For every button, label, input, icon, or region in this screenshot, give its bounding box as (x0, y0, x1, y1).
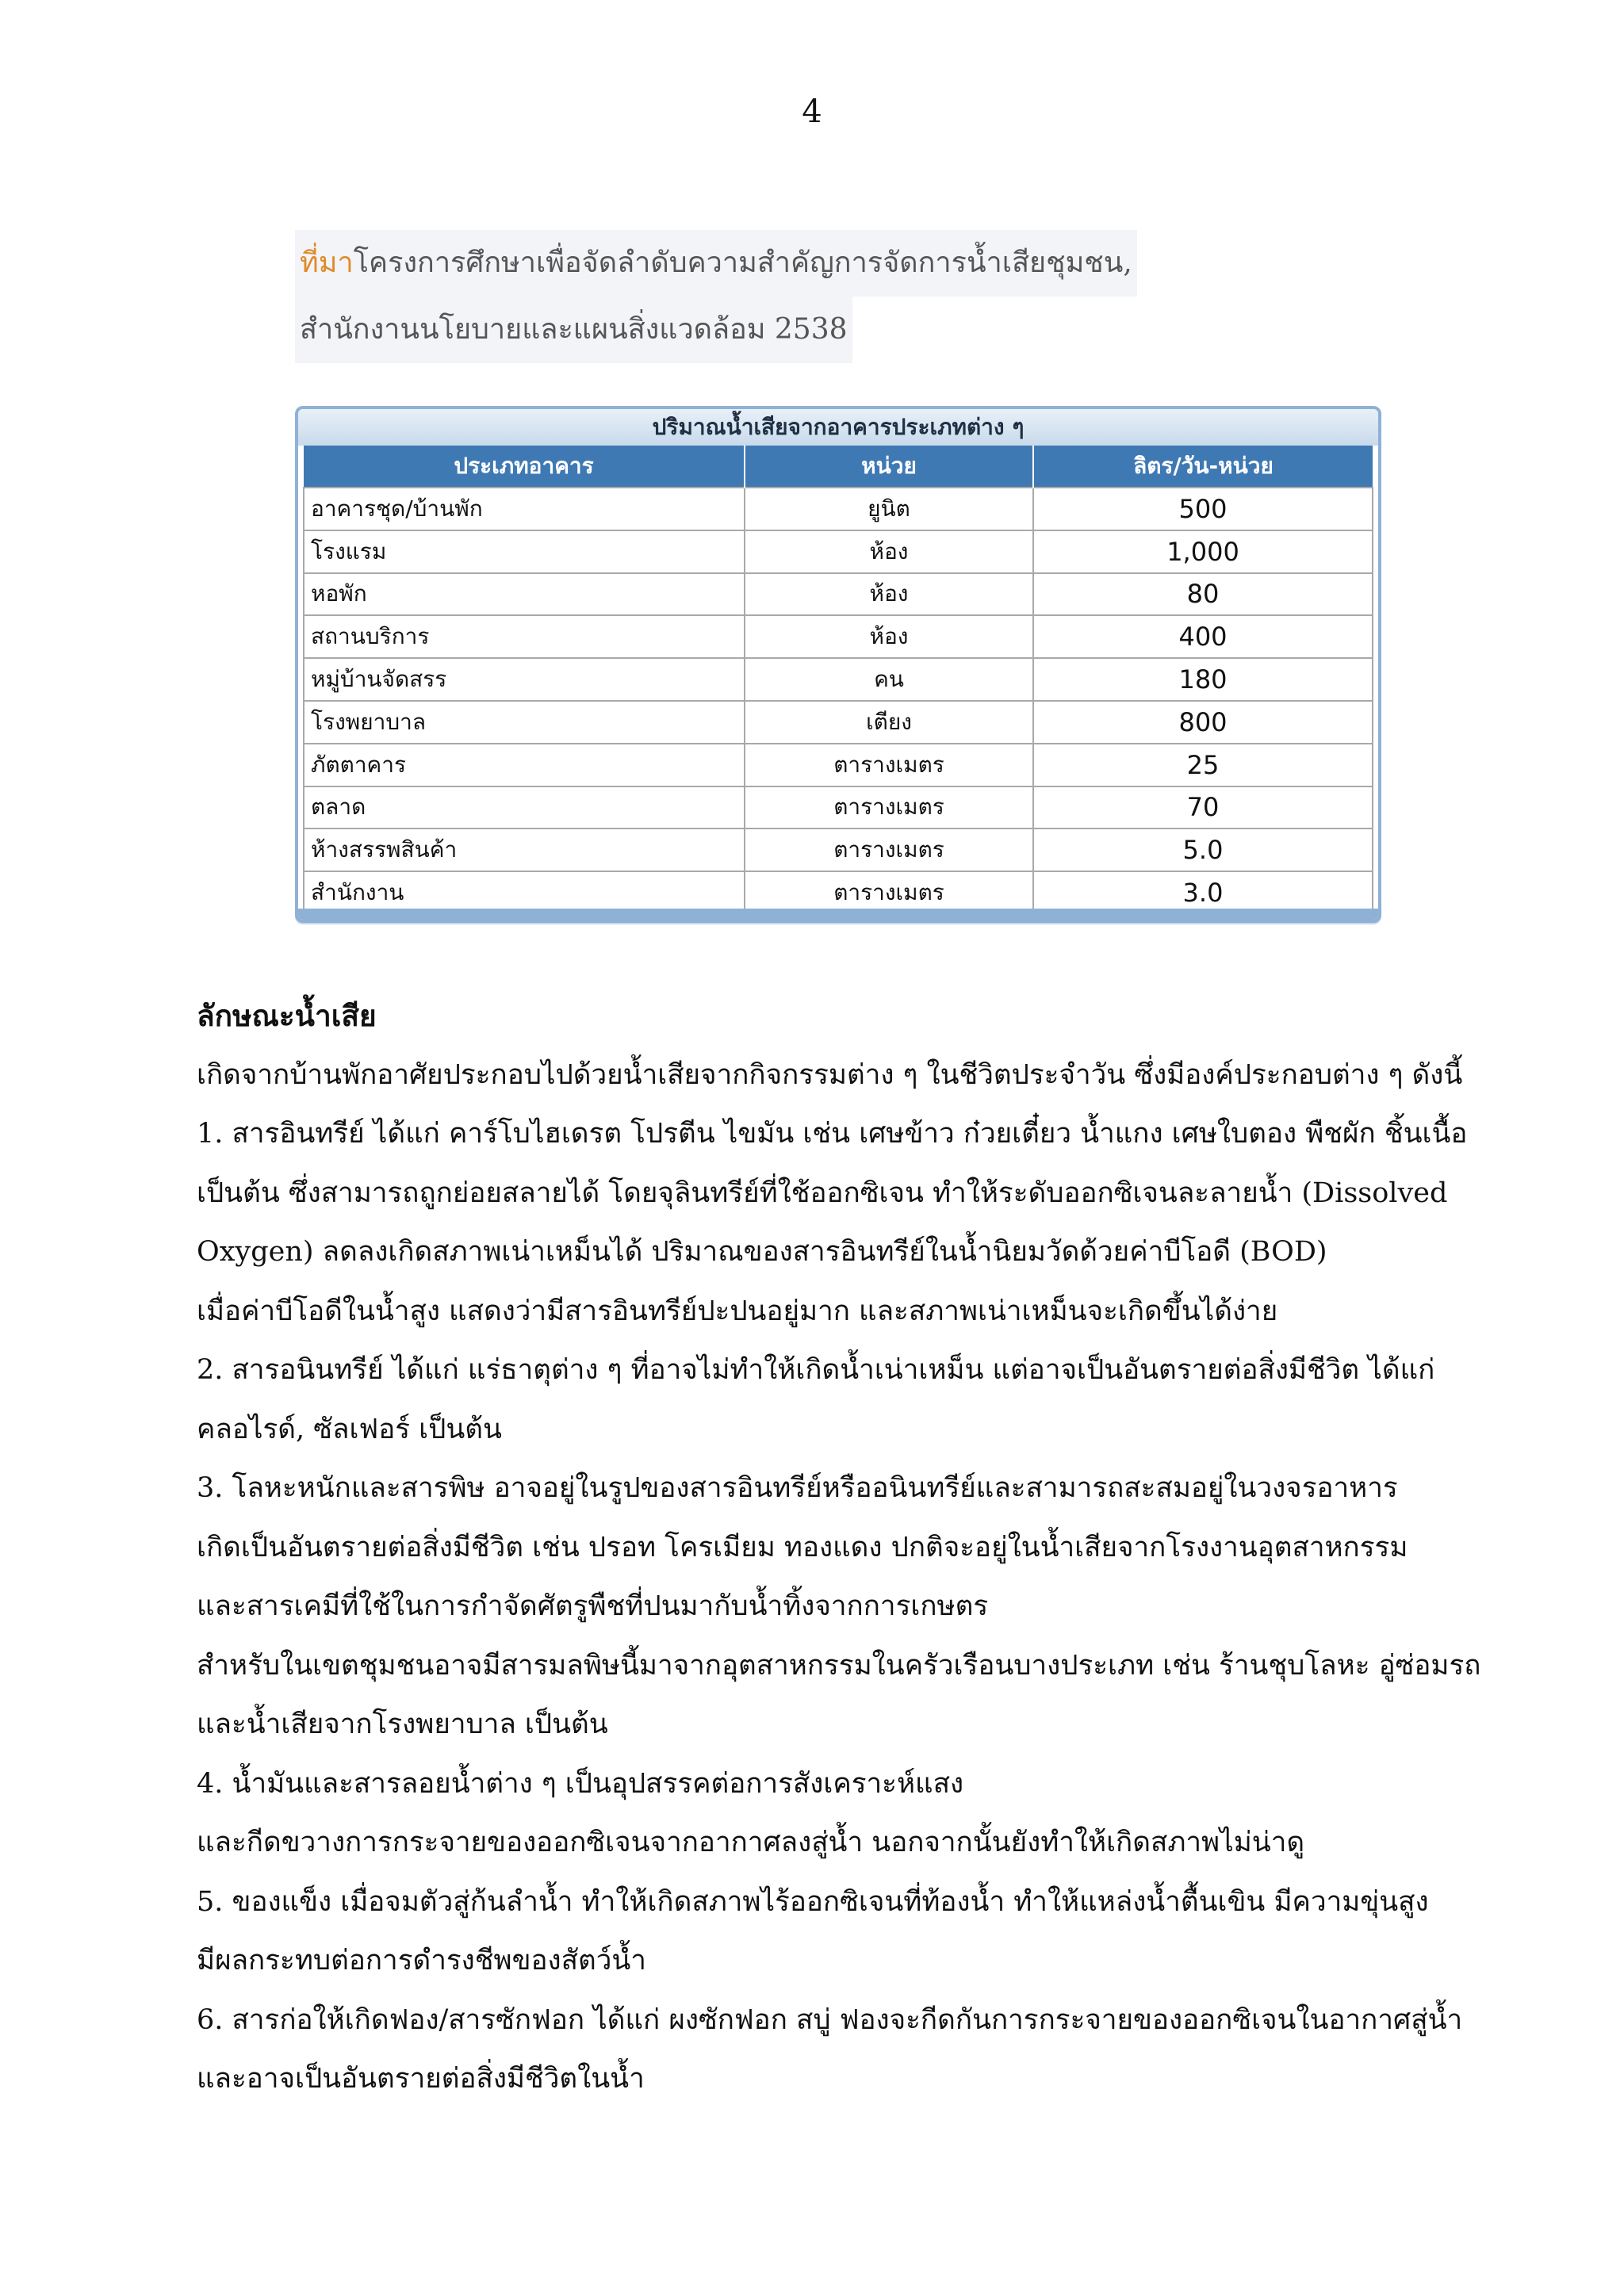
body-line: 5. ของแข็ง เมื่อจมตัวสู่ก้นลำน้ำ ทำให้เกิดสภาพไร้ออกซิเจนที่ท้องน้ำ ทำให้แหล่งน้ำตื้นเขิน มีความขุ่นสูง (197, 1885, 1429, 1918)
cell-unit: ห้อง (745, 615, 1033, 658)
cell-unit: ตารางเมตร (745, 871, 1033, 914)
cell-rate: 400 (1033, 615, 1373, 658)
cell-rate: 180 (1033, 658, 1373, 701)
cell-building-type: ตลาด (304, 786, 745, 829)
table-row (304, 871, 1373, 914)
table-header-row (304, 446, 1373, 488)
body-line: 4. น้ำมันและสารลอยน้ำต่าง ๆ เป็นอุปสรรคต่อการสังเคราะห์แสง (197, 1767, 964, 1800)
source-line-1 (295, 230, 1137, 297)
cell-building-type: ห้างสรรพสินค้า (304, 828, 745, 871)
cell-unit: ห้อง (745, 530, 1033, 573)
table-source-citation (295, 230, 1405, 363)
body-line: เกิดจากบ้านพักอาศัยประกอบไปด้วยน้ำเสียจากกิจกรรมต่าง ๆ ในชีวิตประจำวัน ซึ่งมีองค์ประกอบต่าง ๆ ดังนี้ (197, 1058, 1463, 1091)
body-line: 1. สารอินทรีย์ ได้แก่ คาร์โบไฮเดรต โปรตีน ไขมัน เช่น เศษข้าว ก๋วยเตี๋ยว น้ำแกง เศษใบตอง พืชผัก ชิ้นเนื้อ (197, 1118, 1468, 1150)
cell-building-type: ภัตตาคาร (304, 744, 745, 786)
table-row (304, 828, 1373, 871)
body-line: และสารเคมีที่ใช้ในการกำจัดศัตรูพืชที่ปนมากับน้ำทิ้งจากการเกษตร (197, 1590, 989, 1622)
body-line: สำหรับในเขตชุมชนอาจมีสารมลพิษนี้มาจากอุตสาหกรรมในครัวเรือนบางประเภท เช่น ร้านชุบโลหะ อู่ซ่อมรถ (197, 1649, 1481, 1682)
body-line: เป็นต้น ซึ่งสามารถถูกย่อยสลายได้ โดยจุลินทรีย์ที่ใช้ออกซิเจน ทำให้ระดับออกซิเจนละลายน้ำ (Dissolved (197, 1177, 1448, 1209)
body-line: และอาจเป็นอันตรายต่อสิ่งมีชีวิตในน้ำ (197, 2063, 645, 2095)
body-line: มีผลกระทบต่อการดำรงชีพของสัตว์น้ำ (197, 1945, 646, 1976)
cell-rate: 5.0 (1033, 828, 1373, 871)
cell-building-type: หมู่บ้านจัดสรร (304, 658, 745, 701)
header-unit: หน่วย (745, 446, 1033, 488)
cell-rate: 25 (1033, 744, 1373, 786)
cell-unit: คน (745, 658, 1033, 701)
table-row (304, 615, 1373, 658)
cell-building-type: สถานบริการ (304, 615, 745, 658)
body-line: Oxygen) ลดลงเกิดสภาพเน่าเหม็นได้ ปริมาณของสารอินทรีย์ในน้ำนิยมวัดด้วยค่าบีโอดี (BOD) (197, 1236, 1327, 1268)
section-heading: ลักษณะน้ำเสีย (197, 998, 377, 1033)
page-number: 4 (802, 94, 822, 130)
cell-unit: ยูนิต (745, 488, 1033, 530)
cell-building-type: โรงพยาบาล (304, 701, 745, 744)
table-row (304, 786, 1373, 829)
cell-unit: ตารางเมตร (745, 744, 1033, 786)
cell-unit: เตียง (745, 701, 1033, 744)
cell-rate: 80 (1033, 573, 1373, 616)
body-line: และกีดขวางการกระจายของออกซิเจนจากอากาศลงสู่น้ำ นอกจากนั้นยังทำให้เกิดสภาพไม่น่าดู (197, 1827, 1305, 1858)
source-line-2: สำนักงานนโยบายและแผนสิ่งแวดล้อม 2538 (295, 297, 852, 363)
body-line: เมื่อค่าบีโอดีในน้ำสูง แสดงว่ามีสารอินทรีย์ปะปนอยู่มาก และสภาพเน่าเหม็นจะเกิดขึ้นได้ง่าย (197, 1295, 1278, 1327)
cell-rate: 800 (1033, 701, 1373, 744)
body-line: คลอไรด์, ซัลเฟอร์ เป็นต้น (197, 1413, 502, 1445)
table-row (304, 658, 1373, 701)
cell-rate: 70 (1033, 786, 1373, 829)
wastewater-table (303, 446, 1373, 915)
source-label: ที่มา (300, 247, 354, 279)
body-line: และน้ำเสียจากโรงพยาบาล เป็นต้น (197, 1709, 608, 1740)
body-line: 2. สารอนินทรีย์ ได้แก่ แร่ธาตุต่าง ๆ ที่อาจไม่ทำให้เกิดน้ำเน่าเหม็น แต่อาจเป็นอันตรายต่อสิ่งมีชีวิต ได้แก่ (197, 1354, 1435, 1386)
table-row (304, 701, 1373, 744)
body-line: เกิดเป็นอันตรายต่อสิ่งมีชีวิต เช่น ปรอท โครเมียม ทองแดง ปกติจะอยู่ในน้ำเสียจากโรงงานอุตสาหกรรม (197, 1531, 1408, 1563)
cell-building-type: หอพัก (304, 573, 745, 616)
wastewater-table-figure (295, 406, 1381, 923)
table-row (304, 744, 1373, 786)
table-row (304, 573, 1373, 616)
header-building-type: ประเภทอาคาร (304, 446, 745, 488)
cell-building-type: โรงแรม (304, 530, 745, 573)
cell-rate: 500 (1033, 488, 1373, 530)
cell-unit: ตารางเมตร (745, 828, 1033, 871)
source-project-name: โครงการศึกษาเพื่อจัดลำดับความสำคัญการจัดการน้ำเสียชุมชน, (353, 247, 1132, 279)
header-liters-per-day: ลิตร/วัน-หน่วย (1033, 446, 1373, 488)
wastewater-characteristics-section (197, 986, 1481, 2109)
cell-unit: ห้อง (745, 573, 1033, 616)
table-row (304, 488, 1373, 530)
cell-building-type: สำนักงาน (304, 871, 745, 914)
cell-rate: 3.0 (1033, 871, 1373, 914)
table-title: ปริมาณน้ำเสียจากอาคารประเภทต่าง ๆ (298, 409, 1378, 446)
table-row (304, 530, 1373, 573)
body-line: 3. โลหะหนักและสารพิษ อาจอยู่ในรูปของสารอินทรีย์หรืออนินทรีย์และสามารถสะสมอยู่ในวงจรอาหาร (197, 1472, 1398, 1504)
cell-unit: ตารางเมตร (745, 786, 1033, 829)
cell-building-type: อาคารชุด/บ้านพัก (304, 488, 745, 530)
cell-rate: 1,000 (1033, 530, 1373, 573)
body-line: 6. สารก่อให้เกิดฟอง/สารซักฟอก ได้แก่ ผงซักฟอก สบู่ ฟองจะกีดกันการกระจายของออกซิเจนในอากาศสู่น้ำ (197, 2003, 1463, 2036)
